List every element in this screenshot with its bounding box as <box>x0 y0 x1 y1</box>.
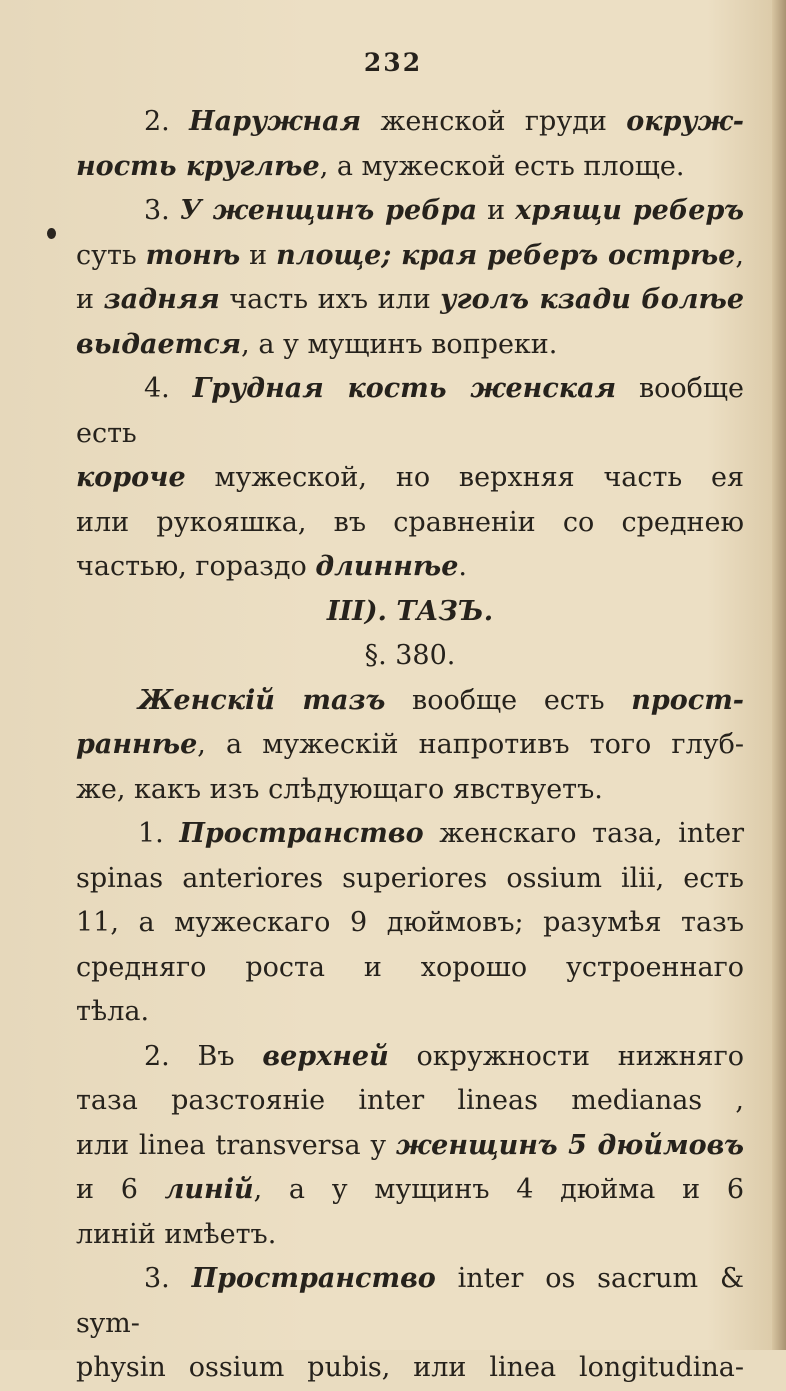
text-span: тѣла. <box>76 996 150 1027</box>
text-span: и <box>240 239 277 271</box>
text-span: , а мужеской есть площе. <box>319 150 685 182</box>
text-span: 1. <box>138 818 180 849</box>
text-span: же, какъ изъ слѣдующаго явствуетъ. <box>76 773 603 805</box>
text-line <box>76 1035 744 1080</box>
text-span: 11, а мужескаго 9 дюймовъ; разумѣя тазъ <box>76 907 744 938</box>
italic-text: У женщинъ ребра <box>179 195 478 226</box>
text-line <box>76 723 744 768</box>
text-span: spinas anteriores superiores ossium ilii, есть <box>76 862 744 894</box>
text-line <box>76 590 744 635</box>
italic-text: верхней <box>262 1040 389 1072</box>
italic-text: женщинъ 5 дюймовъ <box>395 1129 744 1161</box>
text-line <box>76 679 744 724</box>
text-line <box>76 234 744 279</box>
italic-text: Пространство <box>191 1263 436 1294</box>
text-span: и <box>477 195 516 226</box>
italic-text: хрящи реберъ <box>515 195 744 226</box>
text-span: 4. <box>144 373 193 404</box>
text-span: суть <box>76 239 146 271</box>
italic-text: Пространство <box>179 818 424 849</box>
text-line <box>76 323 744 368</box>
text-line <box>76 1168 744 1213</box>
text-line <box>76 901 744 946</box>
text-line <box>76 367 744 456</box>
text-line <box>76 456 744 501</box>
text-span: вообще есть <box>76 373 744 449</box>
text-line <box>76 501 744 546</box>
text-span: 3. <box>144 195 180 226</box>
text-line <box>76 946 744 991</box>
text-span: мужеской, но верхняя часть ея <box>185 462 744 493</box>
page-edge <box>772 0 786 1350</box>
text-line <box>76 768 744 813</box>
text-span: вообще есть <box>385 684 632 716</box>
text-span: частью, гораздо <box>76 551 316 582</box>
italic-text: прост- <box>631 684 744 716</box>
text-span: или рукояшка, въ сравненіи со среднею <box>76 506 744 538</box>
text-span: . <box>458 551 468 582</box>
italic-text: тонѣ <box>145 239 241 271</box>
text-span: physin ossium pubis, или linea longitudina- <box>76 1352 744 1383</box>
italic-text: Наружная <box>189 106 362 137</box>
text-line <box>76 189 744 234</box>
text-span: средняго роста и хорошо устроеннаго <box>76 951 744 983</box>
italic-text: выдается <box>76 328 242 360</box>
text-span: , а у мущинъ вопреки. <box>241 328 558 360</box>
text-span: таза разстояніе inter lineas medianas , <box>76 1085 744 1116</box>
text-line <box>76 545 744 590</box>
text-span: часть ихъ или <box>219 284 441 315</box>
text-line <box>76 812 744 857</box>
text-span: и 6 <box>76 1174 165 1205</box>
text-span: или linea transversa у <box>76 1129 396 1161</box>
text-line <box>76 100 744 145</box>
text-line <box>76 1346 744 1391</box>
text-span: и <box>76 284 104 315</box>
text-line <box>76 1257 744 1346</box>
text-span: 2. <box>144 106 190 137</box>
text-span: линій имѣетъ. <box>76 1218 277 1250</box>
body-text <box>76 100 744 1391</box>
italic-text: III). ТАЗЪ. <box>326 595 494 627</box>
page-number: 232 <box>363 48 423 77</box>
text-span: 3. <box>144 1263 192 1294</box>
text-line <box>76 278 744 323</box>
text-span: , а мужескій напротивъ того глуб- <box>197 729 744 760</box>
italic-text: Женскій тазъ <box>138 684 386 716</box>
text-line <box>76 857 744 902</box>
text-line <box>76 634 744 679</box>
text-span: 2. Въ <box>144 1040 263 1072</box>
text-span: §. 380. <box>364 640 456 671</box>
italic-text: задняя <box>103 284 220 315</box>
text-span: окружности нижняго <box>388 1040 744 1072</box>
italic-text: окруж- <box>626 106 745 137</box>
text-line <box>76 1213 744 1258</box>
text-span: inter os sacrum & sym- <box>76 1263 744 1339</box>
text-line <box>76 145 744 190</box>
text-span: , <box>735 239 744 271</box>
text-span: , а у мущинъ 4 дюйма и 6 <box>253 1174 744 1205</box>
text-line <box>76 1124 744 1169</box>
italic-text: уголъ кзади болѣе <box>440 284 745 315</box>
italic-text: короче <box>76 462 186 493</box>
text-span: женской груди <box>361 106 627 137</box>
text-line <box>76 1079 744 1124</box>
ink-spot <box>47 228 56 239</box>
italic-text: площе; края реберъ острѣе <box>276 239 736 271</box>
italic-text: линій <box>164 1174 254 1205</box>
italic-text: длиннѣе <box>315 551 459 582</box>
italic-text: ность круглѣе <box>76 150 320 182</box>
italic-text: раннѣе <box>76 729 198 760</box>
italic-text: Грудная кость женская <box>192 373 617 404</box>
text-span: женскаго таза, inter <box>423 818 744 849</box>
text-line <box>76 990 744 1035</box>
